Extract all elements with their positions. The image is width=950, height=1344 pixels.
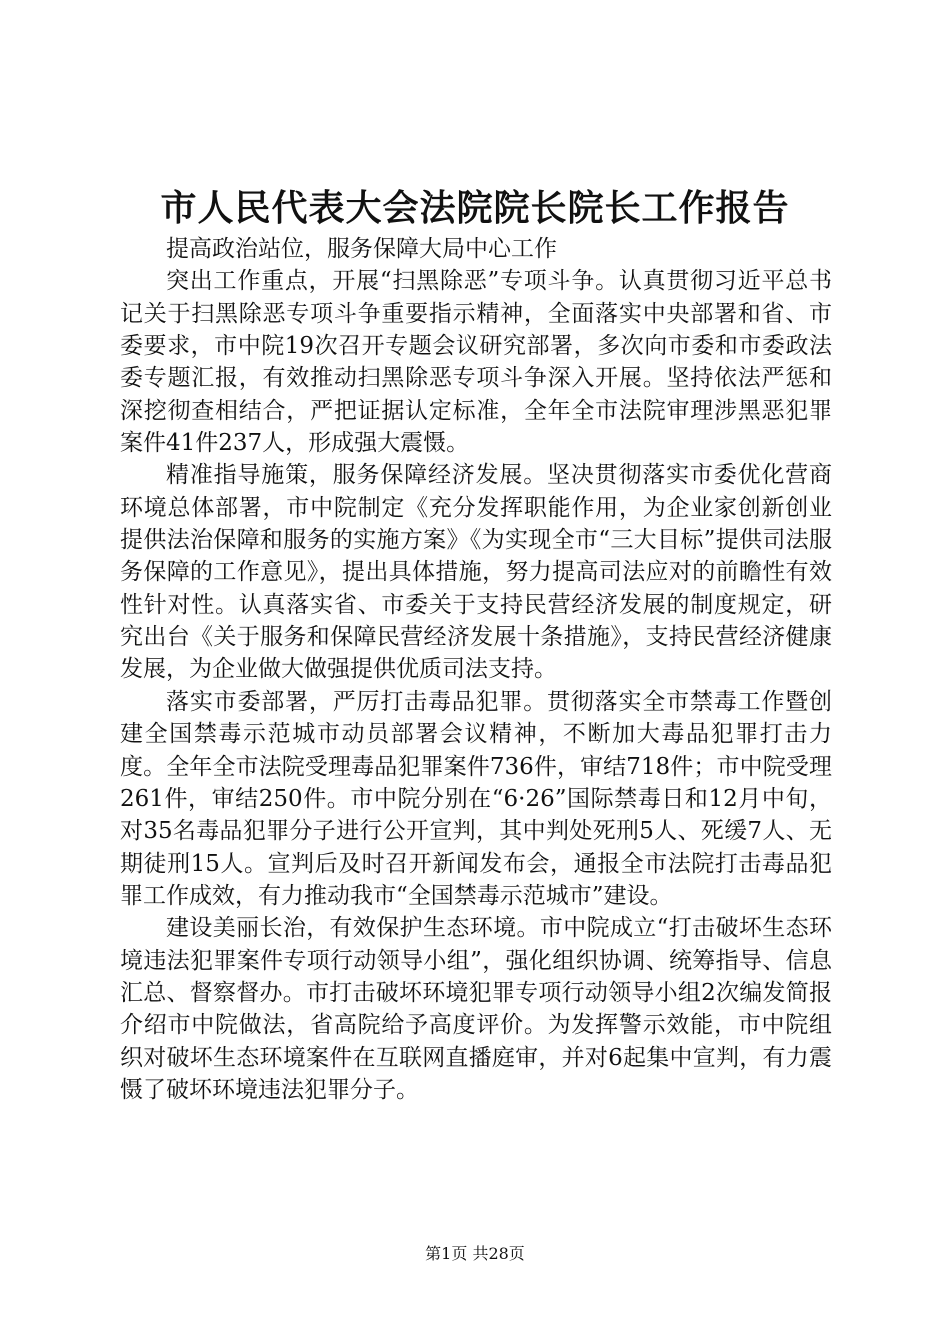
- paragraph-environment: 建设美丽长治，有效保护生态环境。市中院成立“打击破坏生态环境违法犯罪案件专项行动领导小组”，强化组织协调、统筹指导、信息汇总、督察督办。市打击破坏环境犯罪专项行动领导小组2次编发简报介绍市中院做法，省高院给予高度评价。为发挥警示效能，市中院组织对破坏生态环境案件在互联网直播庭审，并对6起集中宣判，有力震慑了破坏环境违法犯罪分子。: [120, 915, 832, 1103]
- document-body: [120, 233, 832, 1106]
- paragraph-section-heading: 提高政治站位，服务保障大局中心工作: [166, 236, 557, 262]
- document-title: 市人民代表大会法院院长院长工作报告: [160, 187, 790, 229]
- paragraph-economy: 精准指导施策，服务保障经济发展。坚决贯彻落实市委优化营商环境总体部署，市中院制定《充分发挥职能作用，为企业家创新创业提供法治保障和服务的实施方案》《为实现全市“三大目标”提供司法服务保障的工作意见》，提出具体措施，努力提高司法应对的前瞻性有效性针对性。认真落实省、市委关于支持民营经济发展的制度规定，研究出台《关于服务和保障民营经济发展十条措施》，支持民营经济健康发展，为企业做大做强提供优质司法支持。: [120, 462, 832, 683]
- page-number-footer: 第1页 共28页: [425, 1244, 525, 1263]
- paragraph-anti-crime: 突出工作重点，开展“扫黑除恶”专项斗争。认真贯彻习近平总书记关于扫黑除恶专项斗争重要指示精神，全面落实中央部署和省、市委要求，市中院19次召开专题会议研究部署，多次向市委和市委政法委专题汇报，有效推动扫黑除恶专项斗争深入开展。坚持依法严惩和深挖彻查相结合，严把证据认定标准，全年全市法院审理涉黑恶犯罪案件41件237人，形成强大震慑。: [120, 268, 832, 457]
- paragraph-drugs: 落实市委部署，严厉打击毒品犯罪。贯彻落实全市禁毒工作暨创建全国禁毒示范城市动员部署会议精神，不断加大毒品犯罪打击力度。全年全市法院受理毒品犯罪案件736件，审结718件；市中院受理261件，审结250件。市中院分别在“6·26”国际禁毒日和12月中旬，对35名毒品犯罪分子进行公开宣判，其中判处死刑5人、死缓7人、无期徒刑15人。宣判后及时召开新闻发布会，通报全市法院打击毒品犯罪工作成效，有力推动我市“全国禁毒示范城市”建设。: [120, 688, 832, 909]
